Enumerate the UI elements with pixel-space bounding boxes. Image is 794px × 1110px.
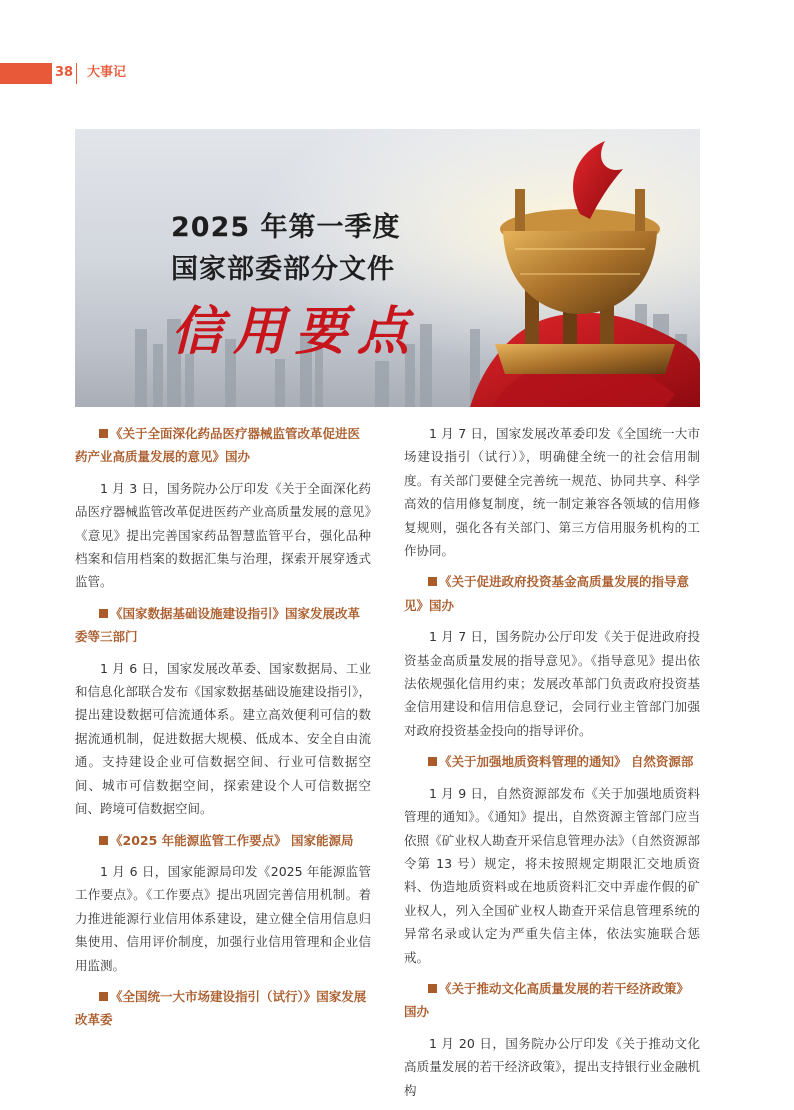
square-bullet-icon [428, 757, 437, 766]
page-number: 38 [55, 65, 74, 80]
square-bullet-icon [99, 836, 108, 845]
left-column [75, 422, 371, 1040]
banner-title-line1: 2025 年第一季度 [171, 212, 401, 243]
square-bullet-icon [99, 429, 108, 438]
square-bullet-icon [99, 609, 108, 618]
item-title: 《关于推动文化高质量发展的若干经济政策》 国办 [404, 980, 690, 1020]
square-bullet-icon [428, 984, 437, 993]
item-title: 《2025 年能源监管工作要点》 国家能源局 [75, 829, 371, 852]
banner-image [75, 129, 700, 407]
square-bullet-icon [99, 992, 108, 1001]
banner-title-line2: 国家部委部分文件 [171, 254, 395, 285]
item-title: 《关于促进政府投资基金高质量发展的指导意见》国办 [404, 574, 690, 613]
banner-title-main: 信用要点 [171, 301, 420, 362]
item-body: 1 月 3 日，国务院办公厅印发《关于全面深化药品医疗器械监管改革促进医药产业高质量发展的意见》《意见》提出完善国家药品智慧监管平台，强化品种档案和信用档案的数据汇集与治理，探索开展穿透式监管。 [75, 480, 371, 590]
item-body: 1 月 9 日，自然资源部发布《关于加强地质资料管理的通知》。《通知》提出，自然资源主管部门应当依照《矿业权人勘查开采信息管理办法》（自然资源部令第 13 号）规定，将未按照规定期限汇交地质资料、伪造地质资料或在地质资料汇交中弄虚作假的矿业权人，列入全国矿业权人勘查开采信息管理系统的异常名录或认定为严重失信主体，依法实施联合惩戒。 [404, 785, 700, 965]
item-title: 《关于加强地质资料管理的通知》 自然资源部 [404, 750, 700, 773]
item-body: 1 月 7 日，国务院办公厅印发《关于促进政府投资基金高质量发展的指导意见》。《指导意见》提出依法依规强化信用约束；发展改革部门负责政府投资基金信用建设和信用信息登记，会同行业主管部门加强对政府投资基金投向的指导评价。 [404, 629, 700, 738]
item-body: 1 月 6 日，国家能源局印发《2025 年能源监管工作要点》。《工作要点》提出巩固完善信用机制。着力推进能源行业信用体系建设，建立健全信用信息归集使用、信用评价制度，加强行业信用管理和企业信用监测。 [75, 863, 371, 973]
item-body: 1 月 6 日，国家发展改革委、国家数据局、工业和信息化部联合发布《国家数据基础设施建设指引》，提出建设数据可信流通体系。建立高效便利可信的数据流通机制，促进数据大规模、低成本、安全自由流通。支持建设企业可信数据空间、行业可信数据空间、城市可信数据空间，探索建设个人可信数据空间、跨境可信数据空间。 [75, 660, 371, 817]
item-title: 《关于全面深化药品医疗器械监管改革促进医药产业高质量发展的意见》国办 [75, 426, 361, 465]
item-title: 《全国统一大市场建设指引（试行）》国家发展改革委 [75, 988, 367, 1028]
item-title: 《国家数据基础设施建设指引》国家发展改革委等三部门 [75, 605, 361, 645]
header-divider [76, 63, 77, 84]
right-column [404, 422, 700, 1110]
item-body: 1 月 7 日，国家发展改革委印发《全国统一大市场建设指引（试行）》，明确健全统一的社会信用制度。有关部门要健全完善统一规范、协同共享、科学高效的信用修复制度，统一制定兼容各领域的信用修复规则，强化各有关部门、第三方信用服务机构的工作协同。 [404, 426, 700, 559]
header-accent-bar [0, 63, 52, 84]
section-title: 大事记 [87, 65, 127, 80]
square-bullet-icon [428, 577, 437, 586]
item-body: 1 月 20 日，国务院办公厅印发《关于推动文化高质量发展的若干经济政策》，提出支持银行业金融机构 [404, 1035, 700, 1098]
